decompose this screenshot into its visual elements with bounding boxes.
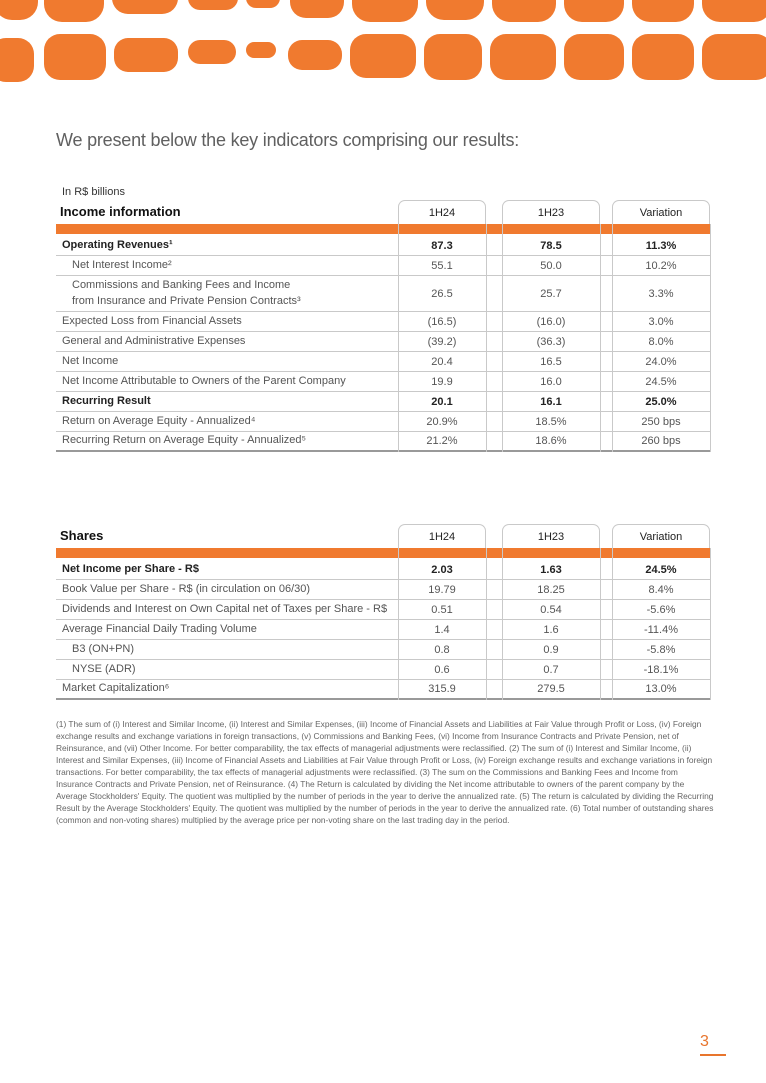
column-border bbox=[502, 548, 503, 700]
row-label: Return on Average Equity - Annualized⁴ bbox=[62, 414, 256, 427]
row-label: Net Income Attributable to Owners of the Parent Company bbox=[62, 374, 346, 387]
column-header-1h24: 1H24 bbox=[398, 524, 486, 548]
row-label: Recurring Result bbox=[62, 394, 151, 407]
value-1h24: 0.6 bbox=[434, 663, 450, 676]
value-variation: 25.0% bbox=[645, 395, 677, 408]
value-1h24: 20.4 bbox=[431, 355, 453, 368]
row-label: Book Value per Share - R$ (in circulation on 06/30) bbox=[62, 582, 311, 595]
column-border bbox=[398, 224, 399, 452]
value-1h23: 16.0 bbox=[540, 375, 562, 388]
row-label: Dividends and Interest on Own Capital net of Taxes per Share - R$ bbox=[62, 602, 388, 615]
row-label bbox=[72, 276, 301, 311]
value-1h23: 18.5% bbox=[535, 415, 567, 428]
column-border bbox=[710, 548, 711, 700]
column-border bbox=[710, 224, 711, 452]
value-variation: -11.4% bbox=[643, 623, 679, 636]
value-1h24: 315.9 bbox=[428, 683, 456, 695]
value-1h23: 279.5 bbox=[537, 683, 565, 695]
value-variation: 3.0% bbox=[648, 315, 674, 328]
column-header-variation: Variation bbox=[612, 200, 710, 224]
row-label: Average Financial Daily Trading Volume bbox=[62, 622, 257, 635]
column-header-1h24: 1H24 bbox=[398, 200, 486, 224]
row-label-line: Commissions and Banking Fees and Income bbox=[72, 278, 291, 291]
value-1h23: 50.0 bbox=[540, 259, 562, 272]
value-1h23: 1.6 bbox=[543, 623, 559, 636]
income-table-title: Income information bbox=[60, 204, 181, 219]
column-header-1h23: 1H23 bbox=[502, 200, 600, 224]
intro-heading: We present below the key indicators comprising our results: bbox=[56, 130, 520, 150]
column-border bbox=[486, 548, 487, 700]
row-label-line: from Insurance and Private Pension Contracts³ bbox=[72, 294, 301, 307]
value-1h23: 0.54 bbox=[540, 603, 562, 616]
value-variation: 24.5% bbox=[645, 375, 677, 388]
column-border bbox=[398, 548, 399, 700]
value-1h24: 19.79 bbox=[428, 583, 456, 596]
value-1h23: 1.63 bbox=[540, 563, 562, 576]
value-variation: -5.6% bbox=[646, 603, 676, 616]
value-1h24: 1.4 bbox=[434, 623, 450, 636]
value-variation: 8.0% bbox=[648, 335, 674, 348]
value-variation: 11.3% bbox=[645, 239, 677, 252]
decorative-banner bbox=[0, 0, 766, 92]
value-variation: 250 bps bbox=[641, 415, 681, 428]
row-label: Operating Revenues¹ bbox=[62, 238, 173, 251]
value-1h23: 0.9 bbox=[543, 643, 559, 656]
value-1h24: 19.9 bbox=[431, 375, 453, 388]
income-table-header bbox=[56, 200, 710, 224]
value-1h23: 18.25 bbox=[537, 583, 565, 596]
value-1h23: (16.0) bbox=[536, 315, 566, 328]
value-1h23: 16.1 bbox=[540, 395, 562, 408]
value-variation: 10.2% bbox=[645, 259, 677, 272]
value-1h23: 18.6% bbox=[535, 435, 567, 447]
value-variation: 3.3% bbox=[648, 287, 674, 300]
value-1h23: 0.7 bbox=[543, 663, 559, 676]
value-1h23: 16.5 bbox=[540, 355, 562, 368]
shares-table-title: Shares bbox=[60, 528, 104, 543]
income-table bbox=[56, 200, 710, 452]
value-1h24: 0.8 bbox=[434, 643, 450, 656]
value-variation: -5.8% bbox=[646, 643, 676, 656]
row-label: Expected Loss from Financial Assets bbox=[62, 314, 242, 327]
row-label: Recurring Return on Average Equity - Annualized⁵ bbox=[62, 434, 307, 447]
value-1h24: 0.51 bbox=[431, 603, 453, 616]
value-variation: 24.5% bbox=[645, 563, 677, 576]
value-1h23: 25.7 bbox=[540, 287, 562, 300]
unit-note: In R$ billions bbox=[62, 186, 125, 198]
value-variation: -18.1% bbox=[643, 663, 679, 676]
row-label: Market Capitalization⁶ bbox=[62, 682, 170, 695]
row-label: Net Interest Income² bbox=[72, 258, 172, 271]
value-1h24: 21.2% bbox=[426, 435, 458, 447]
value-1h24: 20.1 bbox=[431, 395, 453, 408]
column-border bbox=[502, 224, 503, 452]
value-1h23: 78.5 bbox=[540, 239, 562, 252]
column-header-1h23: 1H23 bbox=[502, 524, 600, 548]
footnotes: (1) The sum of (i) Interest and Similar Income, (ii) Interest and Similar Expenses, (iii) Income of Financial Assets and Liabilities at Fair Value through Profit or Loss, (iv) Foreign exchange results and exchange variations in foreign transactions, (v) Commissions and Banking Fees, (vi) Income from Insurance Contracts and Private Pension, net of Reinsurance, and (vii) Other Income. For better comparability, the tax effects of managerial adjustments were reclassified. (2) The sum of (i) Interest and Similar Income, (ii) Interest and Similar Expenses, (iii) Income of Financial Assets and Liabilities at Fair Value through Profit or Loss, (iv) Foreign exchange results and exchange variations in foreign transactions. For better comparability, the tax effects of managerial adjustments were reclassified. (3) The sum on the Commissions and Banking Fees and Income from Insurance Contracts and Private Pension, net of Reinsurance. (4) The Return is calculated by dividing the Net income attributable to owners of the parent company by the Average Stockholders' Equity. The quotient was multiplied by the number of periods in the year to derive the annualized rate. (5) The return is calculated by dividing the Recurring Result by the Average Stockholders' Equity. The quotient was multiplied by the number of periods in the year to derive the annualized rate. (6) Total number of outstanding shares (common and non-voting shares) multiplied by the average price per non-voting share on the last trading day in the period. bbox=[56, 719, 714, 825]
value-variation: 8.4% bbox=[648, 583, 674, 596]
row-label: Net Income bbox=[62, 354, 119, 367]
value-1h24: 2.03 bbox=[431, 563, 453, 576]
value-variation: 13.0% bbox=[645, 683, 677, 695]
shares-table-header bbox=[56, 524, 710, 548]
column-border bbox=[600, 224, 601, 452]
column-border bbox=[600, 548, 601, 700]
row-label: Net Income per Share - R$ bbox=[62, 562, 199, 575]
value-1h24: 55.1 bbox=[431, 259, 453, 272]
value-variation: 260 bps bbox=[641, 435, 681, 447]
column-border bbox=[612, 224, 613, 452]
page-number-underline bbox=[700, 1054, 726, 1056]
value-1h23: (36.3) bbox=[536, 335, 566, 348]
column-border bbox=[486, 224, 487, 452]
value-1h24: (16.5) bbox=[427, 315, 457, 328]
value-1h24: 26.5 bbox=[431, 287, 453, 300]
value-1h24: (39.2) bbox=[427, 335, 457, 348]
column-border bbox=[612, 548, 613, 700]
row-label: General and Administrative Expenses bbox=[62, 334, 246, 347]
shares-table bbox=[56, 524, 710, 700]
page-number: 3 bbox=[700, 1033, 709, 1050]
row-label: NYSE (ADR) bbox=[72, 662, 136, 675]
column-header-variation: Variation bbox=[612, 524, 710, 548]
row-label: B3 (ON+PN) bbox=[72, 642, 135, 655]
value-1h24: 87.3 bbox=[431, 239, 453, 252]
value-variation: 24.0% bbox=[645, 355, 677, 368]
value-1h24: 20.9% bbox=[426, 415, 458, 428]
